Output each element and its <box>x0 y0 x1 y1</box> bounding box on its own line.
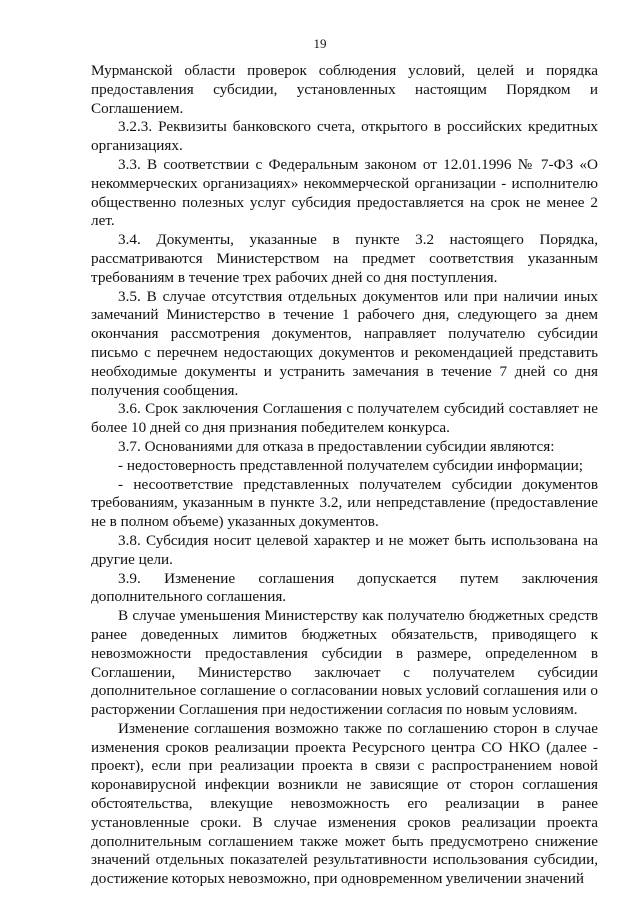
list-item-refusal-2: - несоответствие представленных получателем субсидии документов требованиям, указанным в пункте 3.2, или непредставление (предоставление не в полном объеме) указанных документов. <box>91 475 598 531</box>
paragraph-agreement-change: Изменение соглашения возможно также по соглашению сторон в случае изменения сроков реализации проекта Ресурсного центра СО НКО (далее - проект), если при реализации проекта в связи с распространением новой коронавирусной инфекции возникли не зависящие от сторон соглашения обстоятельства, влекущие невозможность его реализации в ранее установленные сроки. В случае изменения сроков реализации проекта дополнительным соглашением также может быть предусмотрено снижение значений отдельных показателей результативности использования субсидии, достижение которых невозможно, при одновременном увеличении значений <box>91 719 598 888</box>
paragraph-3-8: 3.8. Субсидия носит целевой характер и не может быть использована на другие цели. <box>91 531 598 568</box>
paragraph-3-7: 3.7. Основаниями для отказа в предоставлении субсидии являются: <box>118 437 555 455</box>
paragraph-3-9: 3.9. Изменение соглашения допускается путем заключения дополнительного соглашения. <box>91 569 598 606</box>
list-item-refusal-1: - недостоверность представленной получателем субсидии информации; <box>118 456 583 474</box>
paragraph-budget-reduction: В случае уменьшения Министерству как получателю бюджетных средств ранее доведенных лимитов бюджетных обязательств, приводящего к невозможности предоставления субсидии в размере, определенном в Соглашении, Министерство заключает с получателем субсидии дополнительное соглашение о согласовании новых условий соглашения или о расторжении Соглашения при недостижении согласия по новым условиям. <box>91 607 598 719</box>
paragraph-3-6: 3.6. Срок заключения Соглашения с получателем субсидий составляет не более 10 дней со дня признания победителем конкурса. <box>91 400 598 437</box>
paragraph-3-2-3: 3.2.3. Реквизиты банковского счета, открытого в российских кредитных организациях. <box>91 118 598 155</box>
document-body <box>91 62 598 889</box>
paragraph-3-3: 3.3. В соответствии с Федеральным законом от 12.01.1996 № 7-ФЗ «О некоммерческих организациях» некоммерческой организации - исполнителю общественно полезных услуг субсидия предоставляется на срок не менее 2 лет. <box>91 155 598 230</box>
paragraph-continuation: Мурманской области проверок соблюдения условий, целей и порядка предоставления субсидии, установленных настоящим Порядком и Соглашением. <box>91 62 598 117</box>
paragraph-3-5: 3.5. В случае отсутствия отдельных документов или при наличии иных замечаний Министерство в течение 1 рабочего дня, следующего за днем окончания рассмотрения документов, направляет получателю субсидии письмо с перечнем недостающих документов и рекомендацией представить необходимые документы и устранить замечания в течение 7 дней со дня получения сообщения. <box>91 287 598 399</box>
page-number: 19 <box>313 36 327 51</box>
paragraph-3-4: 3.4. Документы, указанные в пункте 3.2 настоящего Порядка, рассматриваются Министерством на предмет соответствия указанным требованиям в течение трех рабочих дней со дня поступления. <box>91 231 598 286</box>
